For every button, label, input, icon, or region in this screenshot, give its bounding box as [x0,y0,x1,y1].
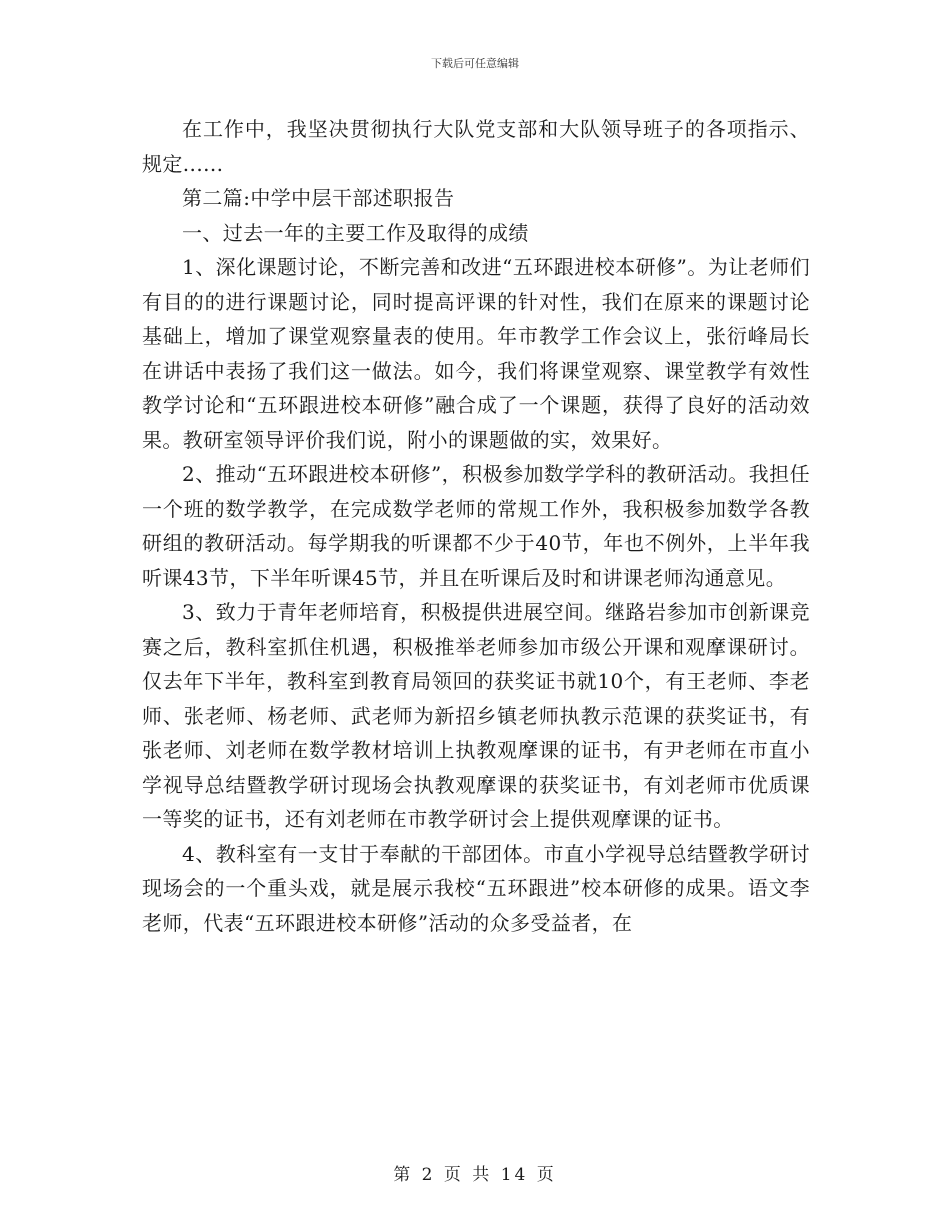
section-title: 第二篇:中学中层干部述职报告 [182,186,455,210]
page-number: 第 2 页 共 14 页 [393,1165,557,1185]
document-body [142,112,810,940]
paragraph-item-1: 1、深化课题讨论，不断完善和改进“五环跟进校本研修”。为让老师们有目的的进行课题讨论，同时提高评课的针对性，我们在原来的课题讨论基础上，增加了课堂观察量表的使用。年市教学工作会议上，张衍峰局长在讲话中表扬了我们这一做法。如今，我们将课堂观察、课堂教学有效性教学讨论和“五环跟进校本研修”融合成了一个课题，获得了良好的活动效果。教研室领导评价我们说，附小的课题做的实，效果好。 [142,255,810,452]
paragraph-item-2: 2、推动“五环跟进校本研修”，积极参加数学学科的教研活动。我担任一个班的数学教学，在完成数学老师的常规工作外，我积极参加数学各教研组的教研活动。每学期我的听课都不少于40节，年也不例外，上半年我听课43节，下半年听课45节，并且在听课后及时和讲课老师沟通意见。 [142,462,810,590]
paragraph-intro: 在工作中，我坚决贯彻执行大队党支部和大队领导班子的各项指示、规定...... [142,117,810,176]
paragraph-item-4: 4、教科室有一支甘于奉献的干部团体。市直小学视导总结暨教学研讨现场会的一个重头戏，就是展示我校“五环跟进”校本研修的成果。语文李老师，代表“五环跟进校本研修”活动的众多受益者，在 [142,841,810,935]
paragraph-item-3: 3、致力于青年老师培育，积极提供进展空间。继路岩参加市创新课竞赛之后，教科室抓住机遇，积极推举老师参加市级公开课和观摩课研讨。仅去年下半年，教科室到教育局领回的获奖证书就10个，有王老师、李老师、张老师、杨老师、武老师为新招乡镇老师执教示范课的获奖证书，有张老师、刘老师在数学教材培训上执教观摩课的证书，有尹老师在市直小学视导总结暨教学研讨现场会执教观摩课的获奖证书，有刘老师市优质课一等奖的证书，还有刘老师在市教学研讨会上提供观摩课的证书。 [142,600,810,831]
page-header-note: 下载后可任意编辑 [431,57,519,70]
subsection-heading: 一、过去一年的主要工作及取得的成绩 [182,220,529,245]
